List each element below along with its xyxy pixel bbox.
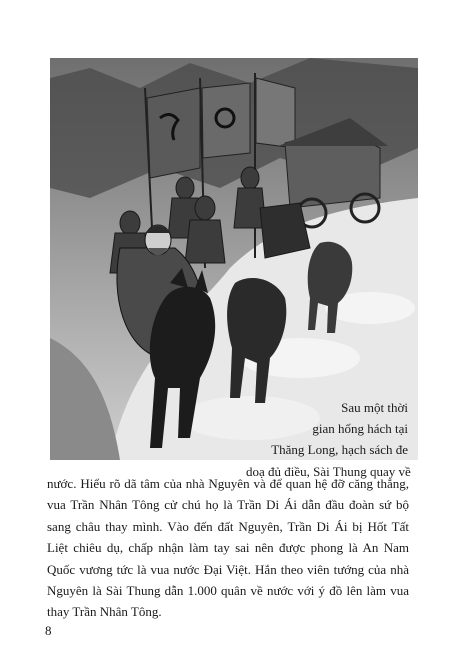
page-number: 8 [45, 623, 52, 638]
text-line: doạ đủ điều, Sài Thung quay về [246, 463, 411, 479]
paragraph-text: nước. Hiểu rõ dã tâm của nhà Nguyên và để quan hệ đỡ căng thẳng, vua Trần Nhân Tông cử chú họ là Trần Di Ái dẫn đầu đoàn sứ bộ sang châu thay mình. Vào đến đất Nguyên, Trần Di Ái bị Hốt Tất Liệt chiêu dụ, chấp nhận làm tay sai nên được phong là An Nam Quốc vương tức là vua nước Đại Việt. Hắn theo viên tướng của nhà Nguyên là Sài Thung dẫn 1.000 quân về nước với ý đồ lên làm vua thay Trần Nhân Tông. [47, 476, 409, 620]
wrapped-text [246, 397, 411, 482]
text-line: Thăng Long, hạch sách đe [271, 442, 408, 458]
text-line: Sau một thời [341, 400, 408, 415]
text-line: gian hống hách tại [312, 421, 408, 437]
story-paragraph [47, 473, 409, 623]
